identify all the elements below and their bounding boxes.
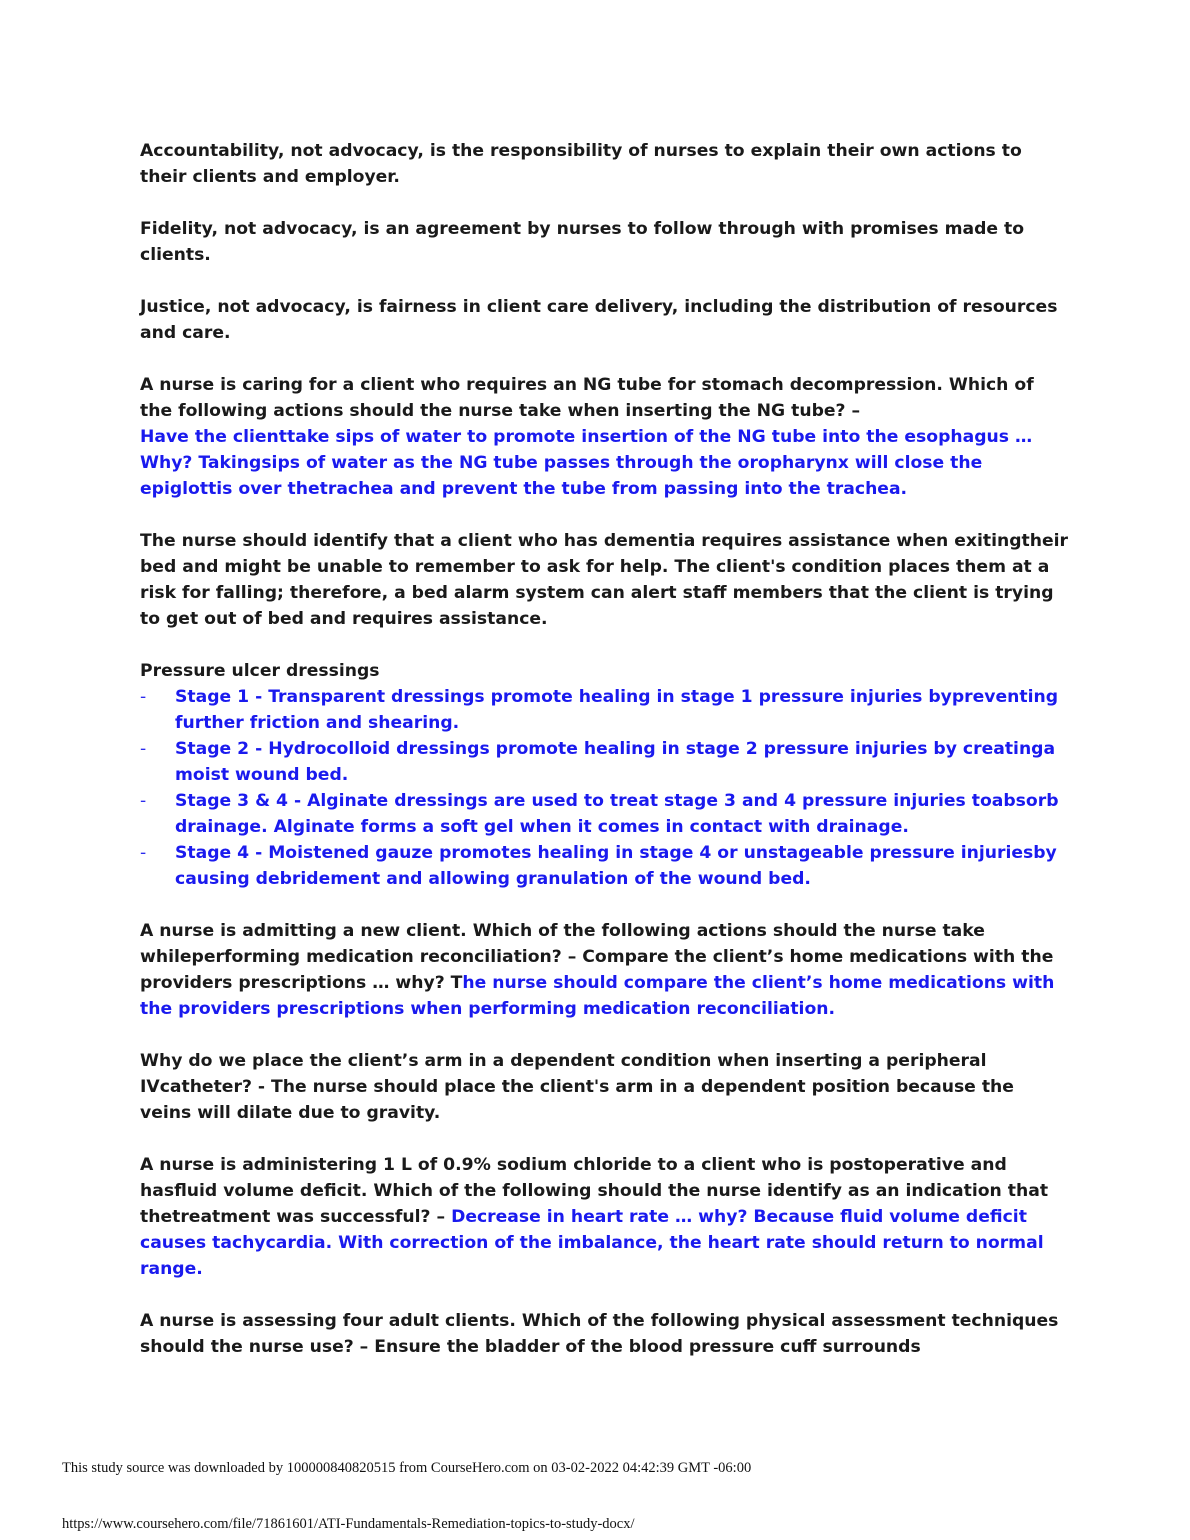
list-item	[140, 736, 1070, 788]
stage-3-4-text: Stage 3 & 4 - Alginate dressings are used to treat stage 3 and 4 pressure injuries toabsorb drainage. Alginate forms a soft gel when it comes in contact with drainage.	[175, 791, 1059, 837]
bullet-dash: -	[140, 791, 147, 811]
bullet-dash: -	[140, 739, 147, 759]
document-body	[140, 138, 1070, 1386]
iv-arm-paragraph: Why do we place the client’s arm in a dependent condition when inserting a peripheral IVcatheter? - The nurse should place the client's arm in a dependent position because the veins will dilate due to gravity.	[140, 1051, 1014, 1123]
justice-paragraph: Justice, not advocacy, is fairness in client care delivery, including the distribution of resources and care.	[140, 297, 1058, 343]
fidelity-paragraph: Fidelity, not advocacy, is an agreement by nurses to follow through with promises made to clients.	[140, 219, 1025, 265]
list-item	[140, 788, 1070, 840]
ng-tube-paragraph	[140, 372, 1070, 502]
stage-2-text: Stage 2 - Hydrocolloid dressings promote healing in stage 2 pressure injuries by creatinga moist wound bed.	[175, 739, 1056, 785]
ng-tube-question: A nurse is caring for a client who requires an NG tube for stomach decompression. Which of the following actions should the nurse take when inserting the NG tube? –	[140, 375, 1034, 421]
med-rec-question: A nurse is admitting a new client. Which of the following actions should the nurse take whileperforming medication reconciliation? – Compare the client’s home medications with the providers prescriptions … why? T	[140, 921, 1054, 993]
stage-1-text: Stage 1 - Transparent dressings promote healing in stage 1 pressure injuries bypreventing further friction and shearing.	[175, 687, 1059, 733]
list-item	[140, 684, 1070, 736]
medication-reconciliation-paragraph	[140, 918, 1070, 1022]
ng-tube-answer: Have the clienttake sips of water to promote insertion of the NG tube into the esophagus … Why? Takingsips of water as the NG tube passes through the oropharynx will close the epiglottis over thetrachea and prevent the tube from passing into the trachea.	[140, 427, 1033, 499]
source-url: https://www.coursehero.com/file/71861601/ATI-Fundamentals-Remediation-topics-to-study-docx/	[62, 1516, 635, 1532]
fluid-deficit-paragraph	[140, 1152, 1070, 1282]
bullet-dash: -	[140, 843, 147, 863]
pressure-ulcer-heading: Pressure ulcer dressings	[140, 661, 380, 681]
bullet-dash: -	[140, 687, 147, 707]
dementia-paragraph: The nurse should identify that a client who has dementia requires assistance when exitingtheir bed and might be unable to remember to ask for help. The client's condition places them at a risk for falling; therefore, a bed alarm system can alert staff members that the client is trying to get out of bed and requires assistance.	[140, 531, 1068, 629]
list-item	[140, 840, 1070, 892]
stage-4-text: Stage 4 - Moistened gauze promotes healing in stage 4 or unstageable pressure injuriesby causing debridement and allowing granulation of the wound bed.	[175, 843, 1057, 889]
fluid-answer: Decrease in heart rate … why? Because fluid volume deficit causes tachycardia. With correction of the imbalance, the heart rate should return to normal range.	[140, 1207, 1044, 1279]
assessment-paragraph: A nurse is assessing four adult clients. Which of the following physical assessment techniques should the nurse use? – Ensure the bladder of the blood pressure cuff surrounds	[140, 1311, 1059, 1357]
accountability-paragraph: Accountability, not advocacy, is the responsibility of nurses to explain their own actions to their clients and employer.	[140, 141, 1022, 187]
pressure-ulcer-list	[140, 684, 1070, 892]
med-rec-answer: he nurse should compare the client’s home medications with the providers prescriptions when performing medication reconciliation.	[140, 973, 1055, 1019]
fluid-question: A nurse is administering 1 L of 0.9% sodium chloride to a client who is postoperative and hasfluid volume deficit. Which of the following should the nurse identify as an indication that thetreatment was successful? –	[140, 1155, 1049, 1227]
download-note: This study source was downloaded by 100000840820515 from CourseHero.com on 03-02-2022 04:42:39 GMT -06:00	[62, 1460, 752, 1476]
